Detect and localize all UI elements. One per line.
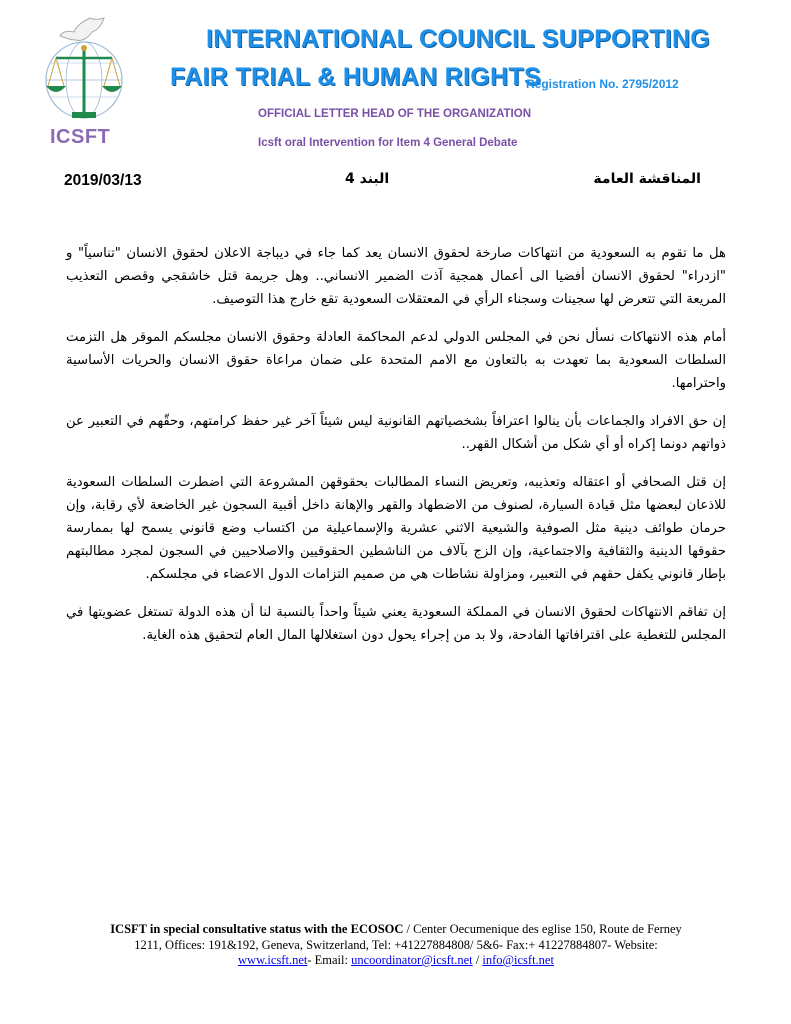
debate-label: المناقشة العامة — [593, 171, 701, 187]
footer-line-2: 1211, Offices: 191&192, Geneva, Switzerland, Tel: +41227884808/ 5&6- Fax:+ 41227884807- Website: — [134, 937, 658, 952]
org-name-line1: INTERNATIONAL COUNCIL SUPPORTING — [206, 25, 711, 53]
body-paragraph-1: هل ما تقوم به السعودية من انتهاكات صارخة لحقوق الانسان يعد كما جاء في ديباجة الاعلان لحقوق الانسان "تناسياً" و "ازدراء" لحقوق الانسان أفضيا الى أعمال همجية آذت الضمير الانساني.. وهل جريمة قتل خاشقجي وقصص التعذيب المريعة التي تتعرض لها سجينات وسجناء الرأي في المعتقلات السعودية تقع خارج هذا التوصيف. — [66, 246, 726, 307]
intervention-title: Icsft oral Intervention for Item 4 General Debate — [258, 137, 518, 149]
email-separator: / — [472, 953, 483, 967]
body-paragraph-4: إن قتل الصحافي أو اعتقاله وتعذيبه، وتعريض النساء المطالبات بحقوقهن المشروعة التي اضطرت السلطات السعودية للاذعان لبعضها مثل قيادة السيارة، لصنوف من الاضطهاد والقهر والإهانة داخل أقبية السجون غير الخاضعة لأي رقابة، وإن حرمان طوائف دينية مثل الصوفية والشيعية الاثني عشرية والإسماعيلية من اكتساب وضع قانوني يسمح لها بممارسة حقوقها الدينية والثقافية والاجتماعية، وإن الزج بآلاف من الناشطين الحقوقيين والاصلاحيين في السجون لمجرد مطالبتهم بإطار قانوني يكفل حقهم في التعبير، ومزاولة نشاطات هي من صميم التزامات الدول الاعضاء في مجلسكم. — [66, 475, 726, 582]
footer-address: / Center Oecumenique des eglise 150, Route de Ferney — [403, 922, 682, 936]
footer-line-1 — [40, 922, 752, 938]
email-link-info[interactable]: info@icsft.net — [482, 953, 554, 967]
footer — [40, 922, 752, 969]
registration-number: Registration No. 2795/2012 — [526, 77, 679, 91]
official-letterhead-label: OFFICIAL LETTER HEAD OF THE ORGANIZATION — [258, 108, 532, 120]
document-date: 2019/03/13 — [64, 172, 142, 189]
footer-line-3 — [40, 953, 752, 969]
logo-acronym: ICSFT — [50, 126, 111, 148]
footer-status: ICSFT in special consultative status with the ECOSOC — [110, 922, 404, 936]
body-paragraph-5: إن تفاقم الانتهاكات لحقوق الانسان في المملكة السعودية يعني شيئاً واحداً بالنسبة لنا أن هذه الدولة تستغل عضويتها في المجلس للتغطية على اقترافاتها الفادحة، ولا بد من إجراء يحول دون استغلالها المال العام لتحقيق هذه الغاية. — [66, 605, 726, 643]
body-paragraph-2: أمام هذه الانتهاكات نسأل نحن في المجلس الدولي لدعم المحاكمة العادلة وحقوق الانسان مجلسكم الموقر هل التزمت السلطات السعودية بما تعهدت به بالتعاون مع الامم المتحدة على ضمان مراعاة حقوق الانسان والحريات الأساسية واحترامها. — [66, 330, 726, 391]
email-link-coordinator[interactable]: uncoordinator@icsft.net — [351, 953, 473, 967]
document-body — [66, 242, 726, 662]
email-label: - Email: — [307, 953, 352, 967]
org-name-line2: FAIR TRIAL & HUMAN RIGHTS — [170, 63, 541, 91]
agenda-item: البند 4 — [345, 171, 390, 187]
body-paragraph-3: إن حق الافراد والجماعات بأن ينالوا اعترافاً بشخصياتهم القانونية ليس شيئاً آخر غير حفظ كرامتهم، وحقّهم في التعبير عن ذواتهم دونما إكراه أو أي شكل من أشكال القهر.. — [66, 414, 726, 452]
website-link[interactable]: www.icsft.net — [238, 953, 308, 967]
